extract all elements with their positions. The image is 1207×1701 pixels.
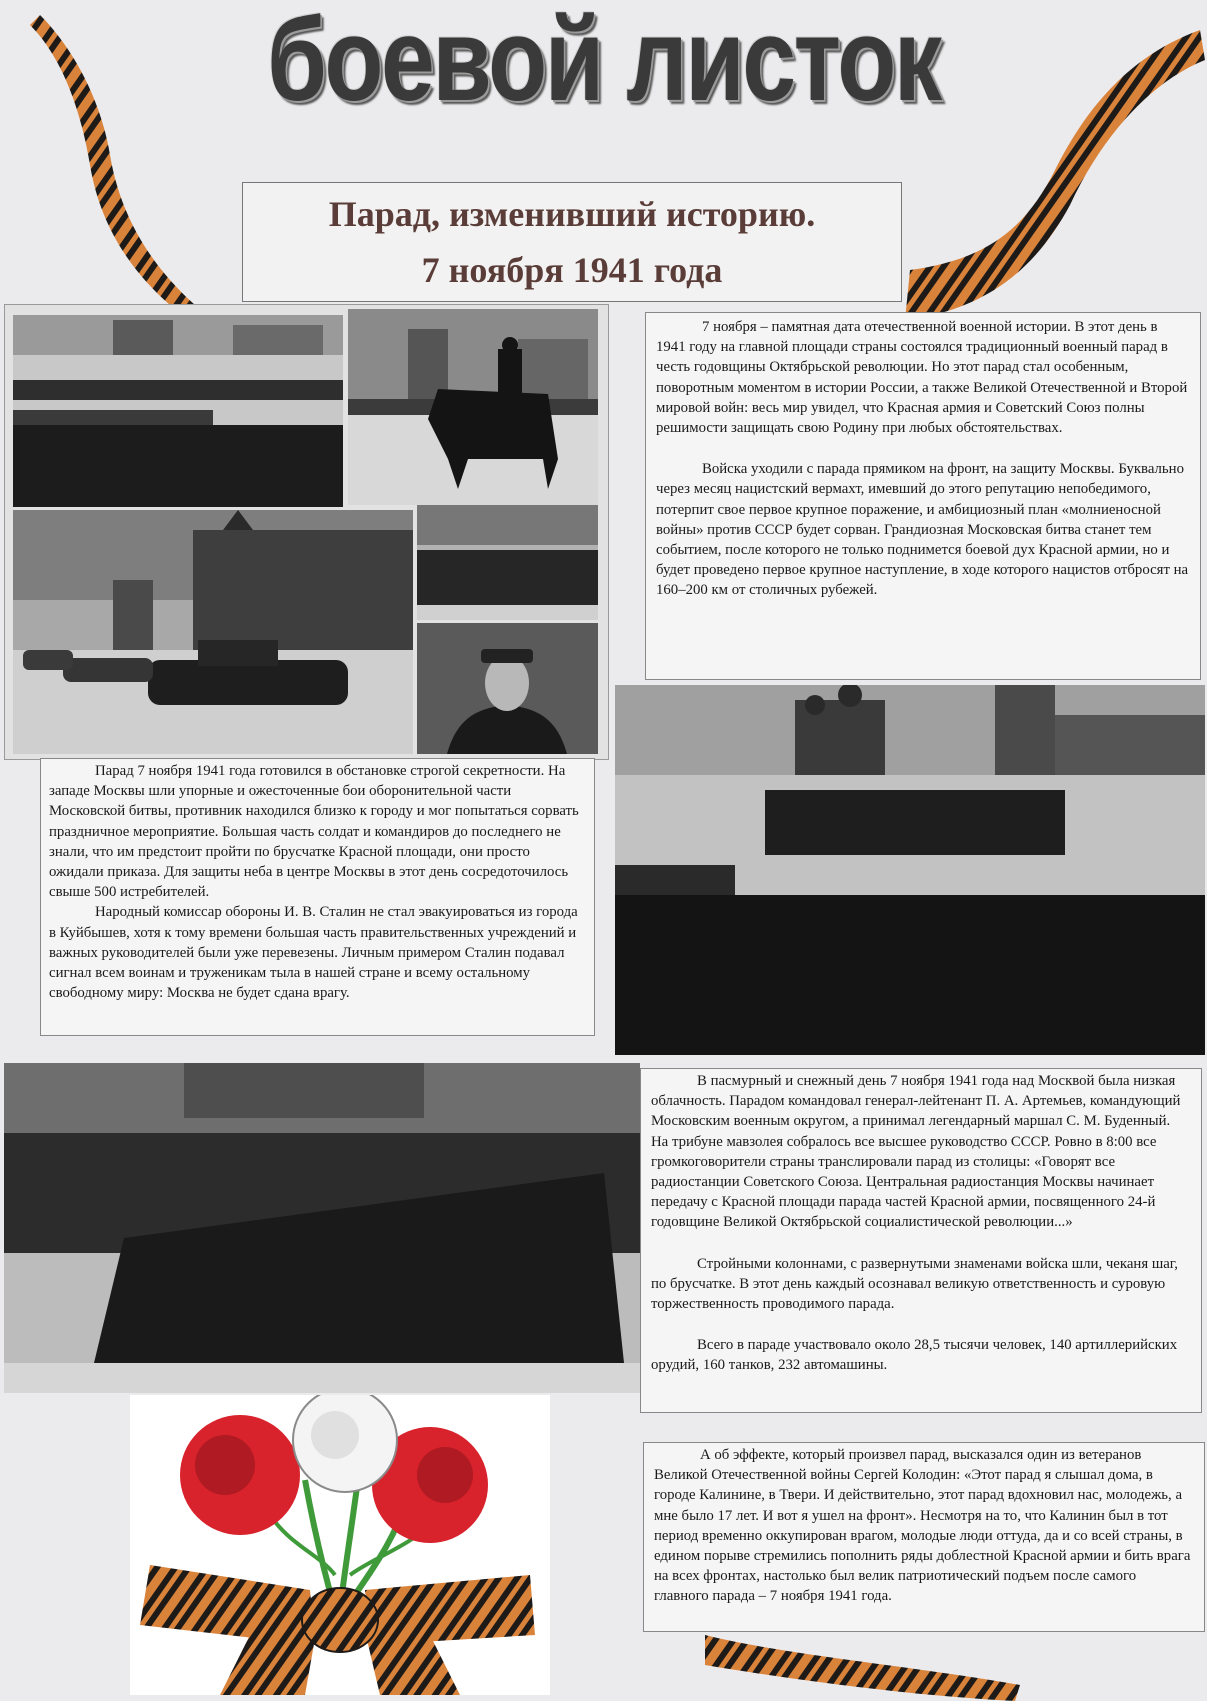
secrecy-paragraph-1: Парад 7 ноября 1941 года готовился в обстановке строгой секретности. На западе Москвы шли упорные и ожесточенные бои оборонительной части Московской битвы, противник находился близко к городу и мог попытаться сорвать праздничное мероприятие. Большая часть солдат и командиров до последнего не знали, что им предстоит пройти по брусчатке Красной площади, они просто ожидали приказа. Для защиты неба в центре Москвы в этот день сосредоточилось свыше 500 истребителей. xyxy=(49,763,579,901)
st-george-ribbon-bottom xyxy=(705,1625,1025,1701)
photo-parade-square xyxy=(13,315,343,507)
photo-marching-soldiers xyxy=(4,1063,640,1393)
text-block-secrecy xyxy=(40,758,595,1036)
parade-day-paragraph-3: Всего в параде участвовало около 28,5 тысячи человек, 140 артиллерийских орудий, 160 танков, 232 автомашины. xyxy=(651,1337,1178,1374)
photo-red-square-columns xyxy=(615,685,1205,1055)
carnations-bouquet-icon xyxy=(130,1395,550,1695)
parade-day-paragraph-1: В пасмурный и снежный день 7 ноября 1941 года над Москвой была низкая облачность. Парадом командовал генерал-лейтенант П. А. Артемьев, командующий Московским военным округом, а принимал легендарный маршал С. М. Буденный. На трибуне мавзолея собралось все высшее руководство СССР. Ровно в 8:00 все громкоговорители страны транслировали парад из столицы: «Говорят все радиостанции Советского Союза. Центральная радиостанция Москвы начинает передачу с Красной площади парада частей Красной армии, посвященного 24-й годовщине Великой Октябрьской социалистической революции...» xyxy=(651,1073,1181,1231)
photo-tanks xyxy=(13,510,413,754)
subtitle-line-2: 7 ноября 1941 года xyxy=(421,250,723,290)
text-block-parade-day xyxy=(640,1068,1202,1413)
text-block-veteran xyxy=(643,1442,1205,1632)
photo-portrait xyxy=(417,623,598,754)
text-block-intro xyxy=(645,312,1201,680)
intro-paragraph-1: 7 ноября – памятная дата отечественной военной истории. В этот день в 1941 году на главной площади страны состоялся традиционный военный парад в честь годовщины Октябрьской революции. Но этот парад стал особенным, поворотным моментом в истории России, а также Великой Отечественной и Второй мировой войн: весь мир увидел, что Красная армия и Советский Союз полны решимости защищать свою Родину при любых обстоятельствах. xyxy=(656,319,1188,437)
veteran-paragraph: А об эффекте, который произвел парад, высказался один из ветеранов Великой Отечественной войны Сергей Колодин: «Этот парад я слышал дома, в городе Калинине, в Твери. И действительно, этот парад вдохновил нас, молодежь, а мне было 17 лет. И вот я ушел на фронт». Несмотря на то, что Калинин был в тот период временно оккупирован врагом, молодые люди оттуда, да и со всей страны, в едином порыве стремились пополнить ряды доблестной Красной армии и бить врага на всех фронтах, настолько был велик патриотический подъем после самого главного парада – 7 ноября 1941 года. xyxy=(654,1447,1191,1605)
photo-collage xyxy=(4,304,609,760)
intro-paragraph-2: Войска уходили с парада прямиком на фронт, на защиту Москвы. Буквально через месяц нацистский вермахт, имевший до этого репутацию непобедимого, потерпит свое первое крупное поражение, и амбициозный план «молниеносной войны» против СССР будет сорван. Грандиозная Московская битва станет тем событием, после которого не только поднимется боевой дух Красной армии, но и будет проведено первое крупное наступление, в ходе которого нацистов отбросят на 160–200 км от столичных рубежей. xyxy=(656,461,1189,599)
secrecy-paragraph-2: Народный комиссар обороны И. В. Сталин не стал эвакуироваться из города в Куйбышев, хотя к тому времени большая часть правительственных учреждений и важных руководителей были уже перевезены. Личным примером Сталин подавал сигнал всем воинам и труженикам тыла в нашей стране и всему остальному свободному миру: Москва не будет сдана врагу. xyxy=(49,904,578,1002)
subtitle-box xyxy=(242,182,902,302)
parade-day-paragraph-2: Стройными колоннами, с развернутыми знаменами войска шли, чеканя шаг, по брусчатке. В этот день каждый осознавал великую ответственность и суровую торжественность проводимого парада. xyxy=(651,1255,1178,1313)
photo-horse-rider xyxy=(348,309,598,505)
page-title: боевой листок xyxy=(267,0,940,126)
subtitle-line-1: Парад, изменивший историю. xyxy=(328,194,816,234)
photo-soldiers-march xyxy=(417,505,598,620)
